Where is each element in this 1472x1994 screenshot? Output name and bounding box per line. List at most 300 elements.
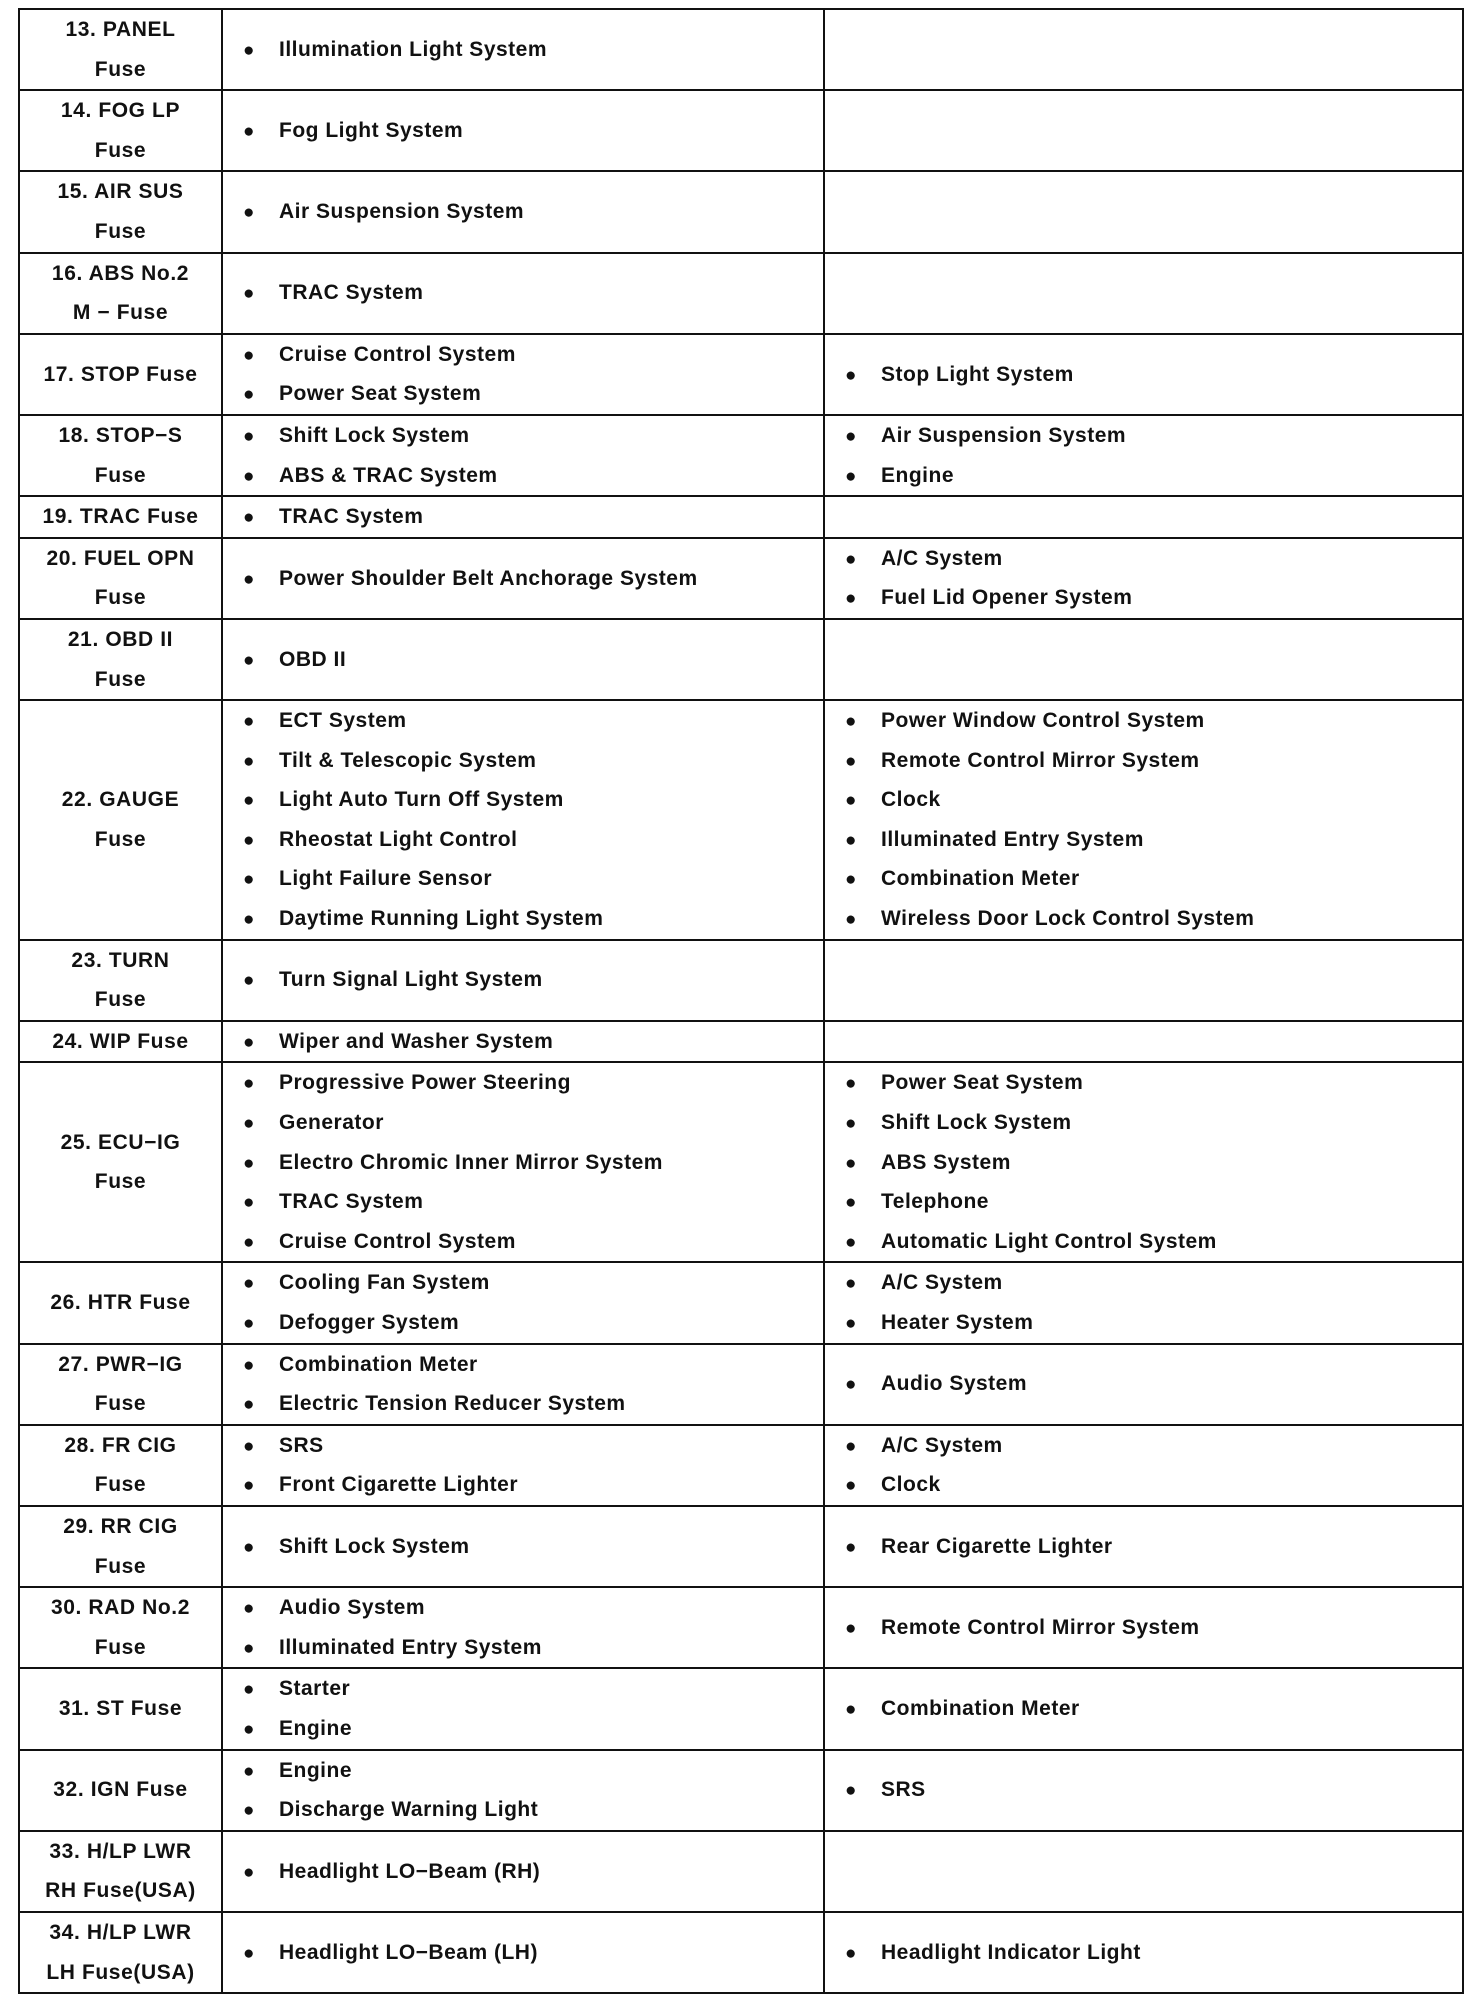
system-name: Air Suspension System [279, 200, 525, 224]
system-list [825, 701, 1462, 939]
fuse-name-cell [19, 1587, 222, 1668]
system-name: ABS & TRAC System [279, 463, 498, 487]
fuse-name-line: Fuse [94, 219, 147, 243]
system-list-item [243, 701, 823, 741]
system-list [825, 1263, 1462, 1342]
related-systems-cell [824, 171, 1463, 252]
system-name: Power Seat System [279, 382, 482, 406]
system-list-item [243, 1063, 823, 1103]
system-list-item [845, 355, 1462, 395]
system-name: Air Suspension System [881, 423, 1127, 447]
bullet-icon: ● [243, 1679, 255, 1701]
system-list [223, 1345, 823, 1424]
system-list [223, 1527, 823, 1567]
fuse-name-line: Fuse [94, 1392, 147, 1416]
system-list-item [243, 1384, 823, 1424]
systems-cell [222, 496, 824, 538]
related-systems-cell [824, 1021, 1463, 1063]
fuse-name-line: 34. H/LP LWR [49, 1920, 192, 1944]
related-systems-cell [824, 700, 1463, 940]
bullet-icon: ● [243, 202, 255, 224]
system-list [223, 192, 823, 232]
system-list-item [243, 1709, 823, 1749]
fuse-row [19, 1344, 1463, 1425]
system-list [223, 1588, 823, 1667]
system-list [825, 1527, 1462, 1567]
system-name: Light Failure Sensor [279, 867, 493, 891]
fuse-row [19, 9, 1463, 90]
system-list [223, 273, 823, 313]
system-list-item [243, 559, 823, 599]
related-systems-cell [824, 619, 1463, 700]
fuse-row [19, 90, 1463, 171]
system-name: TRAC System [279, 281, 424, 305]
fuse-name-cell [19, 700, 222, 940]
bullet-icon: ● [243, 1073, 255, 1095]
bullet-icon: ● [845, 1313, 857, 1334]
system-list-item [243, 960, 823, 1000]
system-name: Illuminated Entry System [279, 1635, 542, 1659]
system-name: SRS [279, 1433, 324, 1457]
bullet-icon: ● [243, 1354, 255, 1376]
fuse-name-line: 23. TURN [71, 948, 170, 972]
fuse-row [19, 619, 1463, 700]
system-name: Headlight LO−Beam (RH) [279, 1859, 541, 1883]
fuse-row [19, 940, 1463, 1021]
system-name: Defogger System [279, 1311, 460, 1334]
system-list [223, 1669, 823, 1748]
system-list-item [845, 820, 1462, 860]
system-name: Engine [279, 1758, 353, 1782]
fuse-name-line: Fuse [94, 1635, 147, 1659]
fuse-name-cell [19, 171, 222, 252]
system-name: Fuel Lid Opener System [881, 586, 1133, 610]
system-list [223, 1263, 823, 1342]
bullet-icon: ● [243, 790, 255, 812]
system-list-item [845, 1182, 1462, 1222]
fuse-name-line: Fuse [94, 57, 147, 81]
system-name: Fog Light System [279, 118, 464, 142]
bullet-icon: ● [243, 1113, 255, 1135]
bullet-icon: ● [845, 1435, 857, 1457]
system-list-item [243, 1103, 823, 1143]
fuse-name-line: Fuse [94, 1554, 147, 1578]
fuse-row [19, 1021, 1463, 1063]
fuse-name-line: 27. PWR−IG [58, 1352, 183, 1376]
system-name: Rear Cigarette Lighter [881, 1534, 1113, 1558]
fuse-name-cell [19, 1831, 222, 1912]
system-name: Rheostat Light Control [279, 827, 518, 851]
system-list [223, 1852, 823, 1892]
system-list [825, 539, 1462, 618]
system-name: Electro Chromic Inner Mirror System [279, 1150, 663, 1174]
fuse-name-line: 13. PANEL [65, 18, 176, 41]
bullet-icon: ● [243, 1273, 255, 1295]
fuse-name-line: 24. WIP Fuse [52, 1029, 189, 1053]
bullet-icon: ● [845, 829, 857, 851]
fuse-name-line: 20. FUEL OPN [46, 546, 195, 570]
system-name: Wiper and Washer System [279, 1029, 554, 1053]
system-name: Clock [881, 788, 941, 812]
bullet-icon: ● [845, 1374, 857, 1396]
bullet-icon: ● [845, 1699, 857, 1721]
fuse-name-cell [19, 334, 222, 415]
system-name: Power Seat System [881, 1071, 1084, 1095]
systems-cell [222, 1425, 824, 1506]
system-name: A/C System [881, 1271, 1003, 1295]
related-systems-cell [824, 1750, 1463, 1831]
system-name: Light Auto Turn Off System [279, 788, 564, 812]
bullet-icon: ● [243, 344, 255, 366]
system-list [825, 1426, 1462, 1505]
system-list [223, 640, 823, 680]
bullet-icon: ● [845, 790, 857, 812]
fuse-name-cell [19, 253, 222, 334]
system-name: Audio System [279, 1596, 426, 1620]
system-list [223, 701, 823, 939]
fuse-name-line: RH Fuse(USA) [45, 1879, 196, 1903]
fuse-name-line: 18. STOP−S [58, 423, 183, 447]
system-list [223, 1063, 823, 1261]
system-list-item [243, 497, 823, 537]
fuse-name-cell [19, 496, 222, 538]
system-list-item [243, 899, 823, 939]
system-name: ECT System [279, 709, 407, 733]
fuse-row [19, 415, 1463, 496]
systems-cell [222, 1062, 824, 1262]
system-list-item [243, 374, 823, 414]
system-name: Turn Signal Light System [279, 968, 543, 992]
bullet-icon: ● [243, 1435, 255, 1457]
systems-cell [222, 1587, 824, 1668]
fuse-name-line: 16. ABS No.2 [51, 261, 190, 285]
system-list [825, 1933, 1462, 1973]
systems-cell [222, 619, 824, 700]
system-list-item [243, 1628, 823, 1668]
bullet-icon: ● [845, 465, 857, 487]
system-list [223, 1751, 823, 1830]
fuse-name-line: 26. HTR Fuse [50, 1291, 191, 1315]
fuse-name-cell [19, 940, 222, 1021]
system-list-item [243, 335, 823, 375]
related-systems-cell [824, 9, 1463, 90]
bullet-icon: ● [243, 1152, 255, 1174]
bullet-icon: ● [845, 1942, 857, 1964]
system-list [223, 335, 823, 414]
fuse-name-cell [19, 1021, 222, 1063]
systems-cell [222, 1262, 824, 1343]
related-systems-cell [824, 1831, 1463, 1912]
system-name: A/C System [881, 546, 1003, 570]
system-list-item [845, 1527, 1462, 1567]
fuse-name-line: 14. FOG LP [60, 99, 181, 123]
system-list-item [845, 701, 1462, 741]
fuse-name-line: 30. RAD No.2 [50, 1596, 191, 1620]
bullet-icon: ● [243, 1475, 255, 1497]
bullet-icon: ● [845, 711, 857, 733]
bullet-icon: ● [243, 39, 255, 61]
system-name: Combination Meter [881, 1697, 1080, 1721]
system-list-item [243, 1669, 823, 1709]
system-name: Cruise Control System [279, 1229, 516, 1253]
system-list-item [845, 1143, 1462, 1183]
fuse-name-line: 22. GAUGE [61, 788, 180, 812]
bullet-icon: ● [243, 750, 255, 772]
system-list-item [845, 1303, 1462, 1343]
system-list-item [845, 1426, 1462, 1466]
related-systems-cell [824, 334, 1463, 415]
fuse-name-line: 29. RR CIG [63, 1514, 178, 1538]
fuse-name-cell [19, 1506, 222, 1587]
bullet-icon: ● [243, 869, 255, 891]
related-systems-cell [824, 253, 1463, 334]
fuse-row [19, 1912, 1463, 1993]
fuse-name-line: 31. ST Fuse [58, 1697, 183, 1721]
bullet-icon: ● [845, 869, 857, 891]
system-list [825, 1608, 1462, 1648]
system-list-item [845, 899, 1462, 939]
system-list [223, 416, 823, 495]
systems-cell [222, 1912, 824, 1993]
system-list [825, 1364, 1462, 1404]
system-name: TRAC System [279, 505, 424, 529]
system-list [223, 1426, 823, 1505]
fuse-name-line: 17. STOP Fuse [43, 362, 198, 386]
fuse-row [19, 538, 1463, 619]
system-list-item [243, 1222, 823, 1262]
fuse-name-line: Fuse [94, 988, 147, 1012]
related-systems-cell [824, 1425, 1463, 1506]
system-name: SRS [881, 1778, 926, 1802]
fuse-row [19, 1587, 1463, 1668]
system-list-item [243, 859, 823, 899]
fuse-table-body [19, 9, 1463, 1993]
system-name: Remote Control Mirror System [881, 1615, 1200, 1639]
system-list-item [243, 1303, 823, 1343]
bullet-icon: ● [845, 750, 857, 772]
system-list-item [243, 1933, 823, 1973]
bullet-icon: ● [243, 1394, 255, 1416]
systems-cell [222, 415, 824, 496]
fuse-name-line: Fuse [94, 138, 147, 162]
bullet-icon: ● [243, 1192, 255, 1214]
fuse-name-line: 21. OBD II [67, 627, 174, 651]
systems-cell [222, 1750, 824, 1831]
fuse-name-cell [19, 9, 222, 90]
bullet-icon: ● [845, 425, 857, 447]
system-name: Shift Lock System [279, 423, 470, 447]
systems-cell [222, 1831, 824, 1912]
system-list-item [845, 741, 1462, 781]
systems-cell [222, 171, 824, 252]
systems-cell [222, 1668, 824, 1749]
system-name: Wireless Door Lock Control System [881, 907, 1255, 931]
bullet-icon: ● [845, 1536, 857, 1558]
related-systems-cell [824, 1506, 1463, 1587]
bullet-icon: ● [243, 425, 255, 447]
fuse-row [19, 1831, 1463, 1912]
fuse-row [19, 253, 1463, 334]
system-list-item [845, 859, 1462, 899]
bullet-icon: ● [845, 909, 857, 931]
system-list-item [243, 1263, 823, 1303]
fuse-name-cell [19, 1344, 222, 1425]
system-name: Daytime Running Light System [279, 907, 604, 931]
system-name: Headlight LO−Beam (LH) [279, 1940, 538, 1964]
system-list-item [845, 1263, 1462, 1303]
bullet-icon: ● [243, 1313, 255, 1334]
system-list [825, 1689, 1462, 1729]
system-list-item [243, 416, 823, 456]
bullet-icon: ● [243, 507, 255, 529]
fuse-name-line: Fuse [94, 1170, 147, 1194]
system-list-item [243, 820, 823, 860]
system-name: Audio System [881, 1372, 1028, 1396]
system-list-item [243, 1751, 823, 1791]
system-list-item [845, 539, 1462, 579]
system-list-item [243, 456, 823, 496]
system-name: Generator [279, 1111, 384, 1135]
fuse-name-line: 19. TRAC Fuse [42, 505, 199, 529]
bullet-icon: ● [243, 1800, 255, 1822]
system-name: Front Cigarette Lighter [279, 1473, 519, 1497]
system-list-item [845, 1103, 1462, 1143]
bullet-icon: ● [243, 1760, 255, 1782]
fuse-row [19, 1262, 1463, 1343]
system-name: Progressive Power Steering [279, 1071, 571, 1095]
bullet-icon: ● [845, 1152, 857, 1174]
system-name: Remote Control Mirror System [881, 748, 1200, 772]
bullet-icon: ● [845, 1617, 857, 1639]
related-systems-cell [824, 1062, 1463, 1262]
fuse-row [19, 700, 1463, 940]
system-list-item [845, 1770, 1462, 1810]
bullet-icon: ● [845, 364, 857, 386]
fuse-name-cell [19, 1425, 222, 1506]
fuse-table [18, 8, 1464, 1994]
bullet-icon: ● [845, 1231, 857, 1253]
system-name: Power Shoulder Belt Anchorage System [279, 566, 698, 590]
system-name: Discharge Warning Light [279, 1798, 539, 1822]
fuse-row [19, 1062, 1463, 1262]
bullet-icon: ● [243, 465, 255, 487]
system-name: Cooling Fan System [279, 1271, 490, 1295]
systems-cell [222, 9, 824, 90]
bullet-icon: ● [243, 1637, 255, 1659]
system-list-item [243, 1790, 823, 1830]
bullet-icon: ● [243, 1942, 255, 1964]
system-list [223, 111, 823, 151]
system-name: Automatic Light Control System [881, 1229, 1217, 1253]
system-list-item [243, 30, 823, 70]
related-systems-cell [824, 90, 1463, 171]
system-name: Telephone [881, 1190, 989, 1214]
bullet-icon: ● [243, 829, 255, 851]
system-list [223, 1022, 823, 1062]
bullet-icon: ● [243, 120, 255, 142]
fuse-name-line: 28. FR CIG [64, 1433, 177, 1457]
system-list-item [845, 416, 1462, 456]
system-list-item [243, 192, 823, 232]
system-list-item [243, 273, 823, 313]
fuse-name-cell [19, 538, 222, 619]
system-name: TRAC System [279, 1190, 424, 1214]
system-list-item [243, 640, 823, 680]
system-name: Engine [279, 1716, 353, 1740]
related-systems-cell [824, 1262, 1463, 1343]
fuse-row [19, 171, 1463, 252]
bullet-icon: ● [845, 1113, 857, 1135]
bullet-icon: ● [845, 548, 857, 570]
system-name: Illuminated Entry System [881, 827, 1144, 851]
system-list-item [845, 1689, 1462, 1729]
fuse-name-line: Fuse [94, 463, 147, 487]
system-list-item [243, 1182, 823, 1222]
fuse-name-line: 25. ECU−IG [60, 1130, 181, 1154]
fuse-name-line: 32. IGN Fuse [53, 1778, 188, 1802]
fuse-name-cell [19, 1668, 222, 1749]
systems-cell [222, 700, 824, 940]
fuse-name-cell [19, 90, 222, 171]
system-name: A/C System [881, 1433, 1003, 1457]
bullet-icon: ● [243, 1031, 255, 1053]
system-list [825, 355, 1462, 395]
related-systems-cell [824, 1587, 1463, 1668]
system-list [825, 1770, 1462, 1810]
system-list-item [845, 1608, 1462, 1648]
system-name: Tilt & Telescopic System [279, 748, 537, 772]
system-list-item [845, 1063, 1462, 1103]
system-list-item [845, 456, 1462, 496]
fuse-name-cell [19, 415, 222, 496]
system-list-item [243, 1852, 823, 1892]
related-systems-cell [824, 1668, 1463, 1749]
bullet-icon: ● [845, 1780, 857, 1802]
system-list-item [845, 1465, 1462, 1505]
system-list [223, 960, 823, 1000]
system-list [223, 497, 823, 537]
system-name: Power Window Control System [881, 709, 1205, 733]
bullet-icon: ● [243, 1231, 255, 1253]
bullet-icon: ● [243, 384, 255, 406]
bullet-icon: ● [243, 909, 255, 931]
related-systems-cell [824, 415, 1463, 496]
bullet-icon: ● [243, 568, 255, 590]
bullet-icon: ● [243, 283, 255, 305]
fuse-name-line: 15. AIR SUS [57, 180, 184, 204]
system-name: Combination Meter [279, 1352, 478, 1376]
systems-cell [222, 940, 824, 1021]
fuse-row [19, 1750, 1463, 1831]
fuse-name-line: Fuse [94, 586, 147, 610]
system-list-item [243, 1426, 823, 1466]
system-list [223, 30, 823, 70]
system-name: ABS System [881, 1150, 1011, 1174]
system-list-item [243, 1588, 823, 1628]
systems-cell [222, 538, 824, 619]
system-list-item [243, 111, 823, 151]
system-list [223, 559, 823, 599]
system-list-item [243, 1465, 823, 1505]
fuse-row [19, 496, 1463, 538]
related-systems-cell [824, 1344, 1463, 1425]
fuse-row [19, 1506, 1463, 1587]
system-list-item [243, 1527, 823, 1567]
system-list-item [243, 741, 823, 781]
fuse-name-line: Fuse [94, 667, 147, 691]
system-list [825, 416, 1462, 495]
bullet-icon: ● [845, 588, 857, 610]
